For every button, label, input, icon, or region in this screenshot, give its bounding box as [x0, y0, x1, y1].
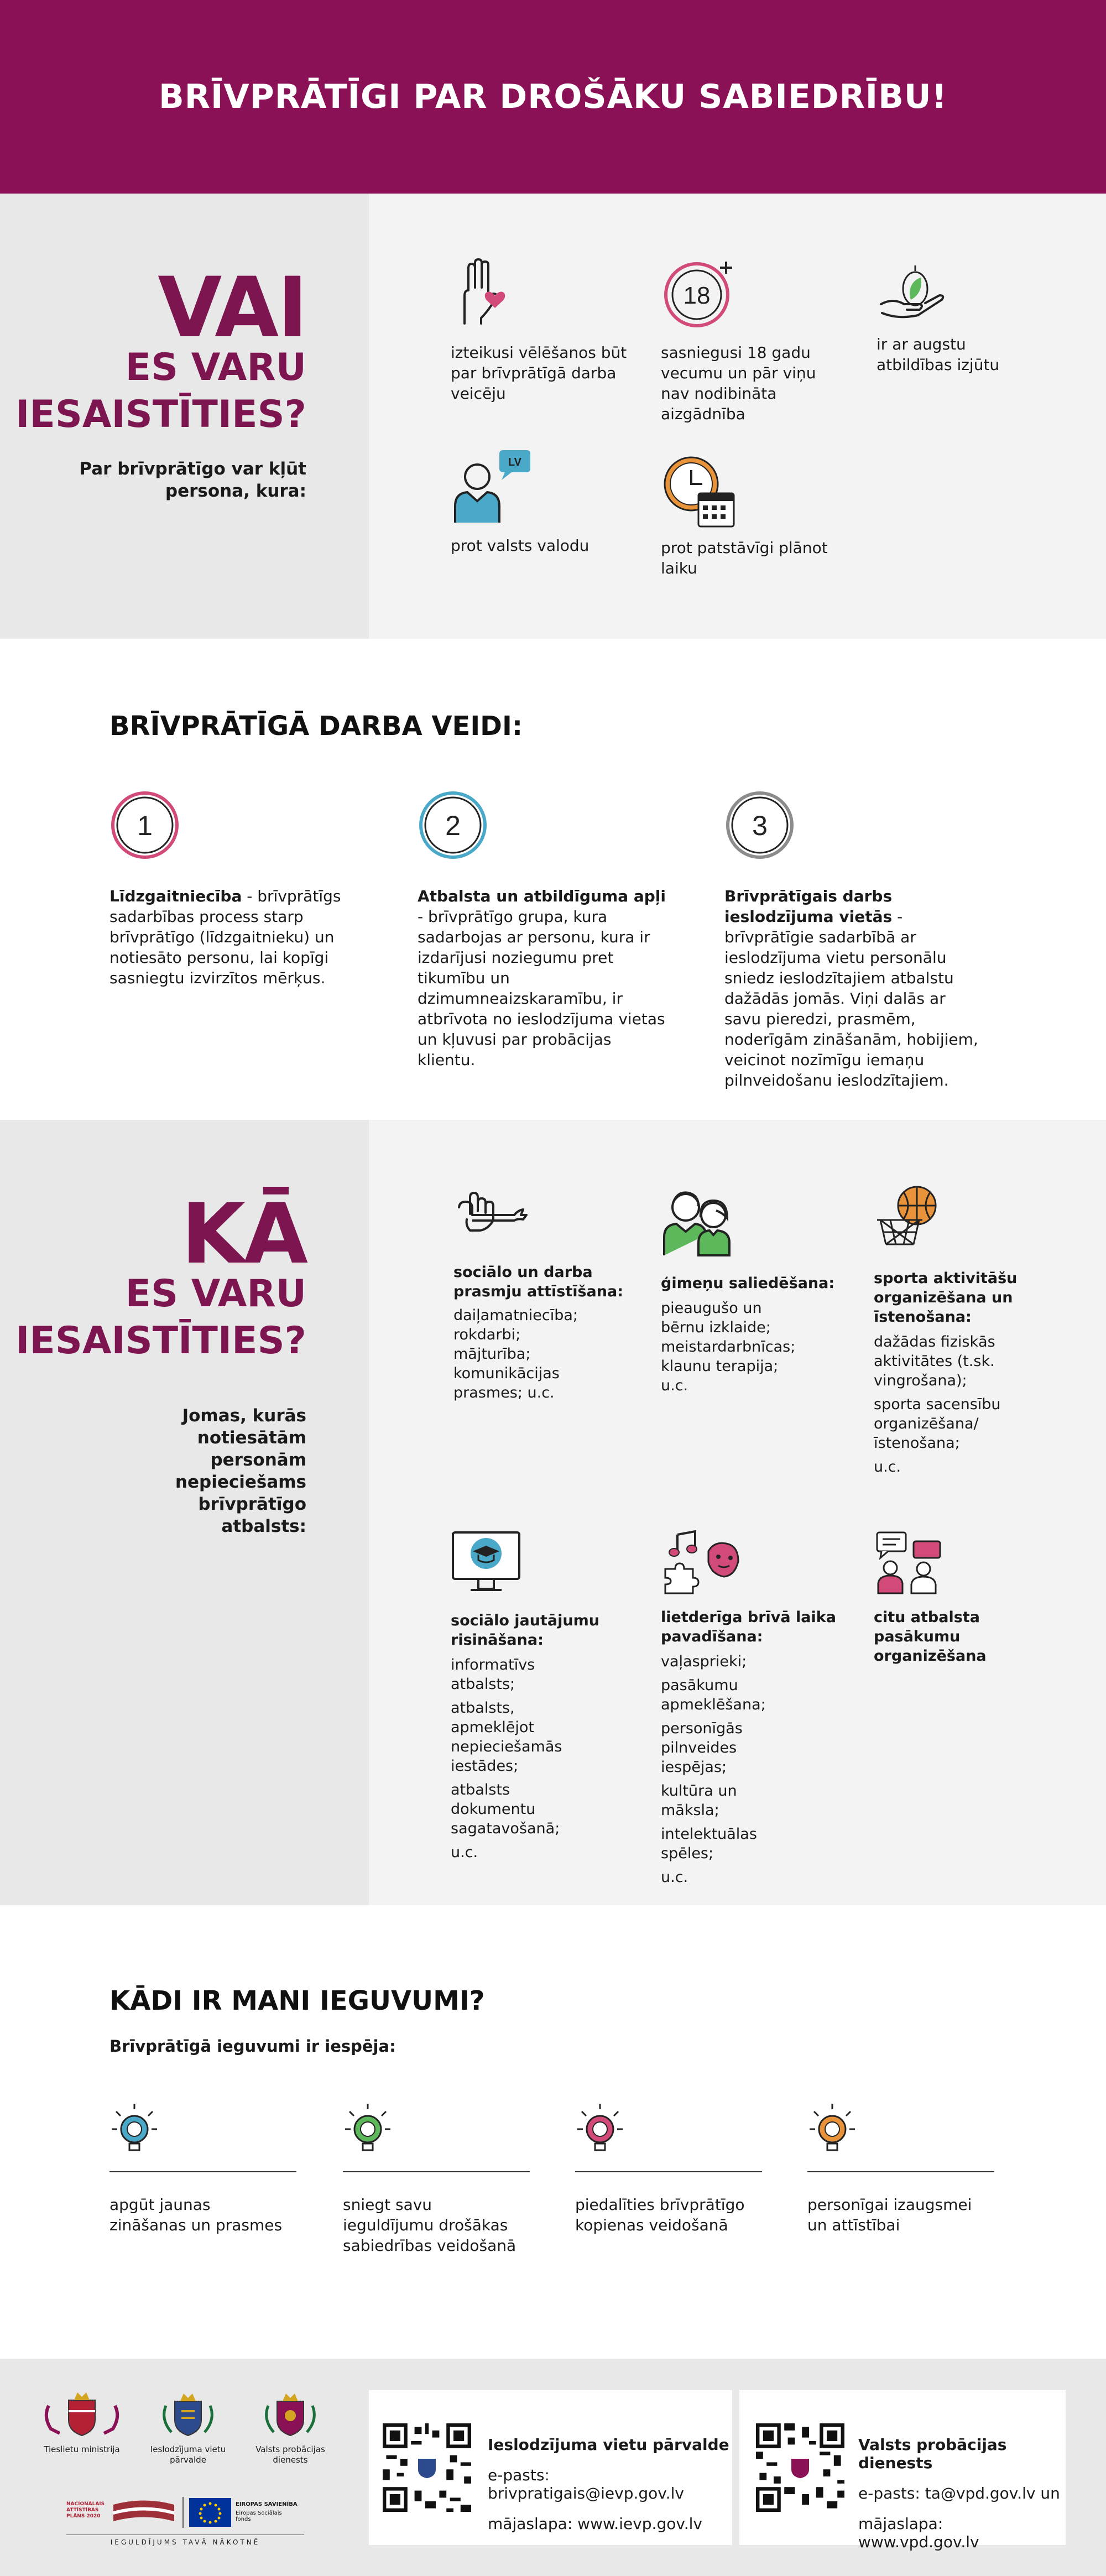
area-title: ģimeņu saliedēšana:	[661, 1275, 835, 1292]
contact-title: Valsts probācijas dienests	[858, 2436, 1007, 2472]
who-item	[877, 260, 1037, 375]
area-list: pieaugušo un bērnu izklaide; meistardarbnīcas; klaunu terapija; u.c.	[661, 1300, 796, 1394]
benefits-intro: Brīvprātīgā ieguvumi ir iespēja:	[109, 2037, 396, 2056]
who-item	[451, 448, 633, 556]
qr-code-icon	[383, 2423, 471, 2512]
area-title: sporta aktivitāšu organizēšana un īstenošana:	[874, 1270, 1018, 1326]
benefit-item	[343, 2102, 531, 2256]
family-icon	[661, 1186, 738, 1258]
who-section	[0, 194, 1106, 639]
type-card-text: Līdzgaitniecība - brīvprātīgs sadarbības process starp brīvprātīgo (līdzgaitnieku) un notiesāto personu, lai kopīgi sasniegtu izvirzītos mērķus.	[109, 887, 341, 987]
benefit-divider	[343, 2171, 530, 2172]
contact-email: e-pasts: ta@vpd.gov.lv un	[858, 2484, 1060, 2502]
who-sub-heading-2: IESAISTĪTIES?	[15, 393, 306, 436]
latvian-flag-ribbon-icon	[113, 2499, 174, 2527]
type-card	[109, 790, 353, 988]
hand-heart-icon	[451, 257, 512, 329]
logo-caption: Tieslietu ministrija	[44, 2444, 120, 2454]
person-lv-icon	[451, 448, 534, 525]
age-18-icon	[661, 257, 738, 329]
types-title: BRĪVPRĀTĪGĀ DARBA VEIDI:	[109, 711, 523, 742]
contact-box-vpd	[739, 2390, 1066, 2551]
contact-email: e-pasts: brivpratigais@ievp.gov.lv	[488, 2466, 684, 2502]
area-list: dažādas fiziskās aktivitātes (t.sk. vingrošana); sporta sacensību organizēšana/ īstenošana; u.c.	[874, 1333, 1001, 1475]
who-item-text: prot valsts valodu	[451, 536, 589, 555]
footer	[0, 2359, 1106, 2576]
type-card-text: Atbalsta un atbildīguma apļi - brīvprātīgo grupa, kura sadarbojas ar personu, kura ir izdarījusi noziegumu pret tikumību un dzimumneaizskaramību, ir atbrīvota no ieslodzījuma vietas un kļuvusi par probācijas klientu.	[418, 887, 666, 1069]
how-big-heading: KĀ	[181, 1186, 306, 1282]
area-card	[661, 1529, 838, 1891]
type-card-text: Brīvprātīgais darbs ieslodzījuma vietās - brīvprātīgie sadarbībā ar ieslodzījuma vietu personālu sniedz ieslodzītajiem atbalstu dažādās jomās. Viņi dalās ar savu pieredzi, prasmēm, noderīgām zināšanām, hobijiem, veicinot nozīmīgu iemaņu pilnveidošanu ieslodzītajiem.	[724, 887, 978, 1089]
benefit-item	[109, 2102, 298, 2235]
eu-text: EIROPAS SAVIENĪBA	[236, 2501, 298, 2507]
event-people-icon	[874, 1529, 946, 1595]
who-left-panel	[0, 194, 369, 639]
qr-code-icon	[756, 2423, 844, 2512]
who-item-text: sasniegusi 18 gadu vecumu un pār viņu nav nodibināta aizgādnība	[661, 343, 816, 423]
lang-badge: LV	[508, 456, 522, 468]
basketball-icon	[874, 1183, 946, 1250]
how-sub-heading-2: IESAISTĪTIES?	[15, 1319, 306, 1363]
wrench-hand-icon	[453, 1186, 531, 1247]
contact-vpd-text	[858, 2436, 1066, 2551]
who-item	[451, 257, 633, 404]
how-section	[0, 1120, 1106, 1905]
eu-funding-strip	[66, 2497, 304, 2530]
area-list: informatīvs atbalsts; atbalsts, apmeklējot nepieciešamās iestādes; atbalsts dokumentu sagatavošanā; u.c.	[451, 1656, 562, 1861]
area-title: citu atbalsta pasākumu organizēšana	[874, 1609, 987, 1665]
area-list: vaļasprieki; pasākumu apmeklēšana; personīgās pilnveides iespējas; kultūra un māksla; intelektuālas spēles; u.c.	[661, 1653, 766, 1886]
benefit-divider	[575, 2171, 762, 2172]
contact-box-ievp	[369, 2390, 732, 2545]
clock-calendar-icon	[661, 453, 738, 531]
benefit-text: apgūt jaunas zināšanas un prasmes	[109, 2196, 283, 2234]
prison-admin-emblem-icon	[149, 2389, 227, 2439]
area-title: sociālo jautājumu risināšana:	[451, 1612, 599, 1649]
type-card	[724, 790, 984, 1091]
benefit-item	[575, 2102, 763, 2235]
svg-text:3: 3	[752, 810, 768, 841]
logo-caption: Valsts probācijas dienests	[255, 2444, 325, 2465]
area-title: sociālo un darba prasmju attīstīšana:	[453, 1264, 623, 1300]
who-item	[661, 453, 838, 578]
lightbulb-orange-icon	[807, 2102, 857, 2157]
area-card	[451, 1529, 628, 1866]
contact-website: mājaslapa: www.vpd.gov.lv	[858, 2515, 979, 2551]
who-item-text: prot patstāvīgi plānot laiku	[661, 539, 828, 577]
logo-caption: Ieslodzījuma vietu pārvalde	[150, 2444, 226, 2465]
number-1-icon	[109, 790, 180, 861]
page-header	[0, 0, 1106, 194]
monitor-graduate-icon	[451, 1529, 523, 1595]
benefits-title: KĀDI IR MANI IEGUVUMI?	[109, 1985, 485, 2016]
benefit-divider	[109, 2171, 296, 2172]
lightbulb-blue-icon	[109, 2102, 159, 2157]
probation-emblem-icon	[252, 2389, 329, 2439]
area-card	[874, 1183, 1045, 1481]
benefit-text: sniegt savu ieguldījumu drošākas sabiedrības veidošanā	[343, 2196, 517, 2255]
who-intro: Par brīvprātīgo var kļūt persona, kura:	[79, 459, 306, 501]
age-badge: 18	[683, 282, 711, 309]
music-theatre-icon	[661, 1529, 744, 1595]
svg-text:1: 1	[137, 810, 153, 841]
esf-text: Eiropas Sociālais fonds	[236, 2510, 282, 2522]
number-3-icon	[724, 790, 795, 861]
plan-2020-text: NACIONĀLAIS ATTĪSTĪBAS PLĀNS 2020	[66, 2501, 105, 2519]
who-sub-heading-1: ES VARU	[125, 346, 306, 389]
benefit-item	[807, 2102, 995, 2235]
svg-text:2: 2	[445, 810, 461, 841]
type-card	[418, 790, 669, 1070]
benefit-text: piedalīties brīvprātīgo kopienas veidošanā	[575, 2196, 745, 2234]
how-left-panel	[0, 1120, 369, 1905]
how-intro: Jomas, kurās notiesātām personām nepieciešams brīvprātīgo atbalsts:	[175, 1406, 306, 1536]
probation-logo	[252, 2389, 329, 2465]
who-item-text: izteikusi vēlēšanos būt par brīvprātīgā darba veicēju	[451, 343, 627, 403]
area-title: lietderīga brīvā laika pavadīšana:	[661, 1609, 836, 1645]
who-item	[661, 257, 838, 424]
contact-ievp-text	[488, 2436, 732, 2533]
area-card	[453, 1186, 630, 1407]
who-big-heading: VAI	[158, 260, 306, 356]
ministry-logo	[43, 2389, 121, 2455]
number-2-icon	[418, 790, 488, 861]
page-title: BRĪVPRĀTĪGI PAR DROŠĀKU SABIEDRĪBU!	[159, 77, 947, 116]
hand-leaf-icon	[877, 260, 948, 321]
slogan: IEGULDĪJUMS TAVĀ NĀKOTNĒ	[110, 2538, 260, 2546]
benefit-text: personīgai izaugsmei un attīstībai	[807, 2196, 972, 2234]
coat-of-arms-icon	[43, 2389, 121, 2439]
how-sub-heading-1: ES VARU	[125, 1272, 306, 1316]
benefit-divider	[807, 2171, 994, 2172]
contact-website: mājaslapa: www.ievp.gov.lv	[488, 2515, 702, 2533]
eu-flag-icon	[189, 2498, 231, 2527]
contact-title: Ieslodzījuma vietu pārvalde	[488, 2436, 729, 2454]
who-item-text: ir ar augstu atbildības izjūtu	[877, 335, 1000, 374]
area-card	[874, 1529, 1045, 1666]
area-card	[661, 1186, 838, 1400]
lightbulb-pink-icon	[575, 2102, 625, 2157]
lightbulb-green-icon	[343, 2102, 393, 2157]
prison-admin-logo	[149, 2389, 227, 2465]
area-list: daiļamatniecība; rokdarbi; mājturība; komunikācijas prasmes; u.c.	[453, 1307, 578, 1401]
